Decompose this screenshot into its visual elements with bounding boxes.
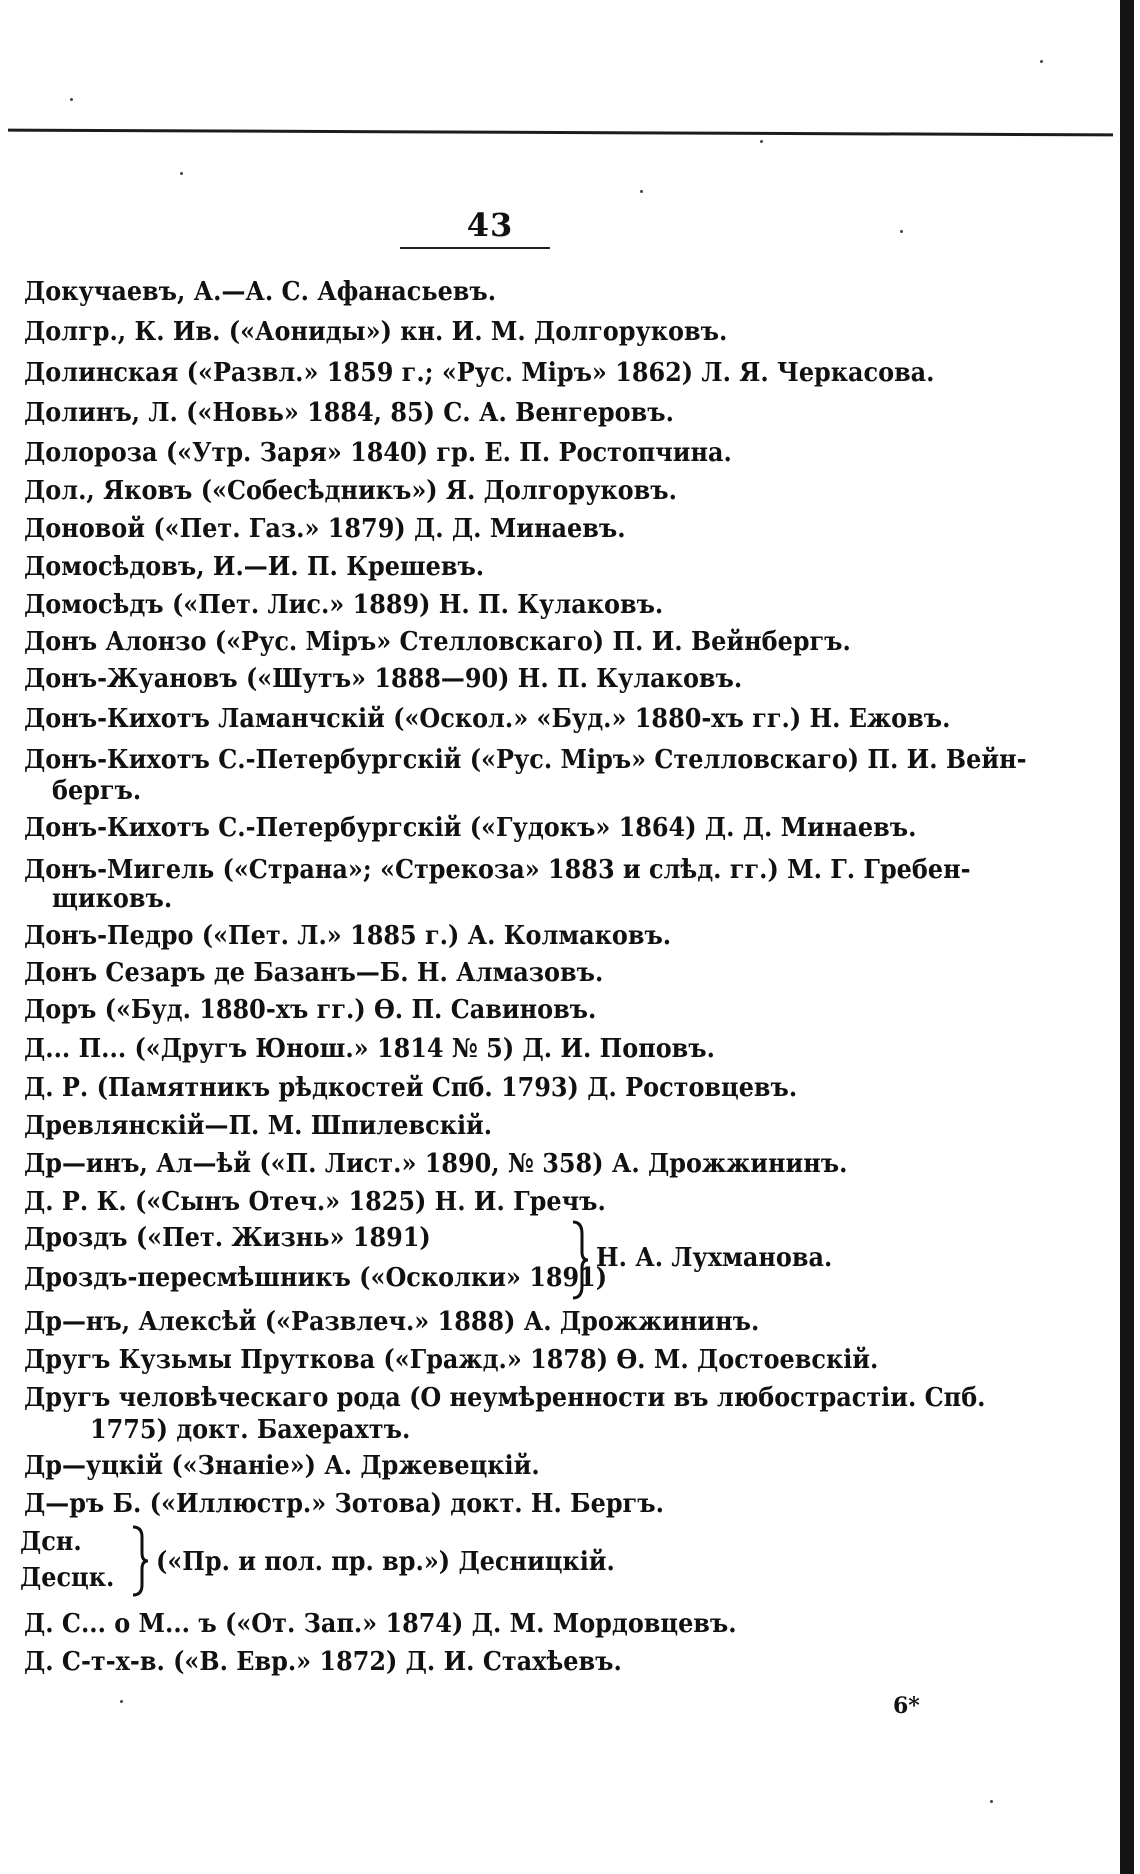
list-item: Другъ человѣческаго рода (О неумѣренности въ любострастіи. Спб. (24, 1383, 986, 1413)
page-edge-shadow (1120, 0, 1134, 1874)
list-item: Донъ-Кихотъ С.-Петербургскій («Рус. Міръ» Стелловскаго) П. И. Вейн- (24, 745, 1027, 775)
list-item: Д. Р. (Памятникъ рѣдкостей Спб. 1793) Д. Ростовцевъ. (24, 1073, 798, 1103)
list-item: Др—инъ, Ал—ѣй («П. Лист.» 1890, № 358) А. Дрожжининъ. (24, 1149, 848, 1179)
list-item: Д. Р. К. («Сынъ Отеч.» 1825) Н. И. Гречъ. (24, 1187, 606, 1217)
scan-speck (640, 190, 643, 193)
list-item: Другъ Кузьмы Пруткова («Гражд.» 1878) Ѳ. М. Достоевскій. (24, 1345, 879, 1375)
scan-speck (900, 230, 903, 233)
scan-speck (760, 140, 763, 143)
list-item: Домосѣдъ («Пет. Лис.» 1889) Н. П. Кулаковъ. (24, 590, 664, 620)
list-item: Д. С-т-х-в. («В. Евр.» 1872) Д. И. Стахѣевъ. (24, 1647, 622, 1677)
signature-mark: 6* (893, 1693, 920, 1719)
list-item: Доновой («Пет. Газ.» 1879) Д. Д. Минаевъ. (24, 514, 626, 544)
scan-speck (1040, 60, 1043, 63)
list-item: Д. С... о М... ъ («От. Зап.» 1874) Д. М. Мордовцевъ. (24, 1609, 737, 1639)
brace-group-target: («Пр. и пол. пр. вр.») Десницкій. (156, 1547, 615, 1577)
list-item: Дол., Яковъ («Собесѣдникъ») Я. Долгоруковъ. (24, 476, 677, 506)
list-item: Докучаевъ, А.—А. С. Афанасьевъ. (24, 277, 497, 307)
list-item: Долинская («Развл.» 1859 г.; «Рус. Міръ» 1862) Л. Я. Черкасова. (24, 358, 935, 388)
list-item: Донъ-Педро («Пет. Л.» 1885 г.) А. Колмаковъ. (24, 921, 672, 951)
list-item: Долгр., К. Ив. («Аониды») кн. И. М. Долгоруковъ. (24, 317, 728, 347)
list-item: Др—нъ, Алексѣй («Развлеч.» 1888) А. Дрожжининъ. (24, 1307, 760, 1337)
brace-group-line: Дроздъ-пересмѣшникъ («Осколки» 1891) (24, 1263, 608, 1293)
list-item: Древлянскій—П. М. Шпилевскій. (24, 1111, 493, 1141)
top-rule (8, 129, 1113, 137)
brace-group-line: Дроздъ («Пет. Жизнь» 1891) (24, 1223, 431, 1253)
page-number-rule (400, 247, 550, 249)
list-item: Донъ Сезаръ де Базанъ—Б. Н. Алмазовъ. (24, 958, 604, 988)
list-item: Донъ-Кихотъ Ламанчскій («Оскол.» «Буд.» 1880-хъ гг.) Н. Ежовъ. (24, 704, 951, 734)
scan-speck (120, 1700, 123, 1703)
list-item-continuation: 1775) докт. Бахерахтъ. (90, 1415, 411, 1445)
list-item: Долороза («Утр. Заря» 1840) гр. Е. П. Ростопчина. (24, 438, 732, 468)
right-brace-icon (130, 1525, 150, 1597)
list-item: Донъ-Кихотъ С.-Петербургскій («Гудокъ» 1864) Д. Д. Минаевъ. (24, 813, 917, 843)
scan-speck (70, 98, 73, 101)
list-item: Др—уцкій («Знаніе») А. Држевецкій. (24, 1451, 540, 1481)
list-item-continuation: бергъ. (52, 776, 142, 806)
brace-group-line: Десцк. (20, 1563, 115, 1593)
scan-speck (990, 1800, 993, 1803)
brace-group-target: Н. А. Лухманова. (596, 1243, 833, 1273)
right-brace-icon (570, 1220, 590, 1300)
list-item: Д... П... («Другъ Юнош.» 1814 № 5) Д. И. Поповъ. (24, 1034, 715, 1064)
list-item: Донъ-Жуановъ («Шутъ» 1888—90) Н. П. Кулаковъ. (24, 664, 743, 694)
list-item: Донъ Алонзо («Рус. Міръ» Стелловскаго) П. И. Вейнбергъ. (24, 627, 851, 657)
brace-group-line: Дсн. (20, 1527, 82, 1557)
list-item: Доръ («Буд. 1880-хъ гг.) Ѳ. П. Савиновъ. (24, 995, 597, 1025)
scan-speck (180, 172, 183, 175)
list-item: Д—ръ Б. («Иллюстр.» Зотова) докт. Н. Бергъ. (24, 1489, 664, 1519)
list-item: Домосѣдовъ, И.—И. П. Крешевъ. (24, 552, 485, 582)
list-item: Донъ-Мигель («Страна»; «Стрекоза» 1883 и слѣд. гг.) М. Г. Гребен- (24, 855, 971, 885)
list-item: Долинъ, Л. («Новь» 1884, 85) С. А. Венгеровъ. (24, 398, 674, 428)
list-item-continuation: щиковъ. (52, 884, 173, 914)
page-number: 43 (466, 206, 514, 244)
